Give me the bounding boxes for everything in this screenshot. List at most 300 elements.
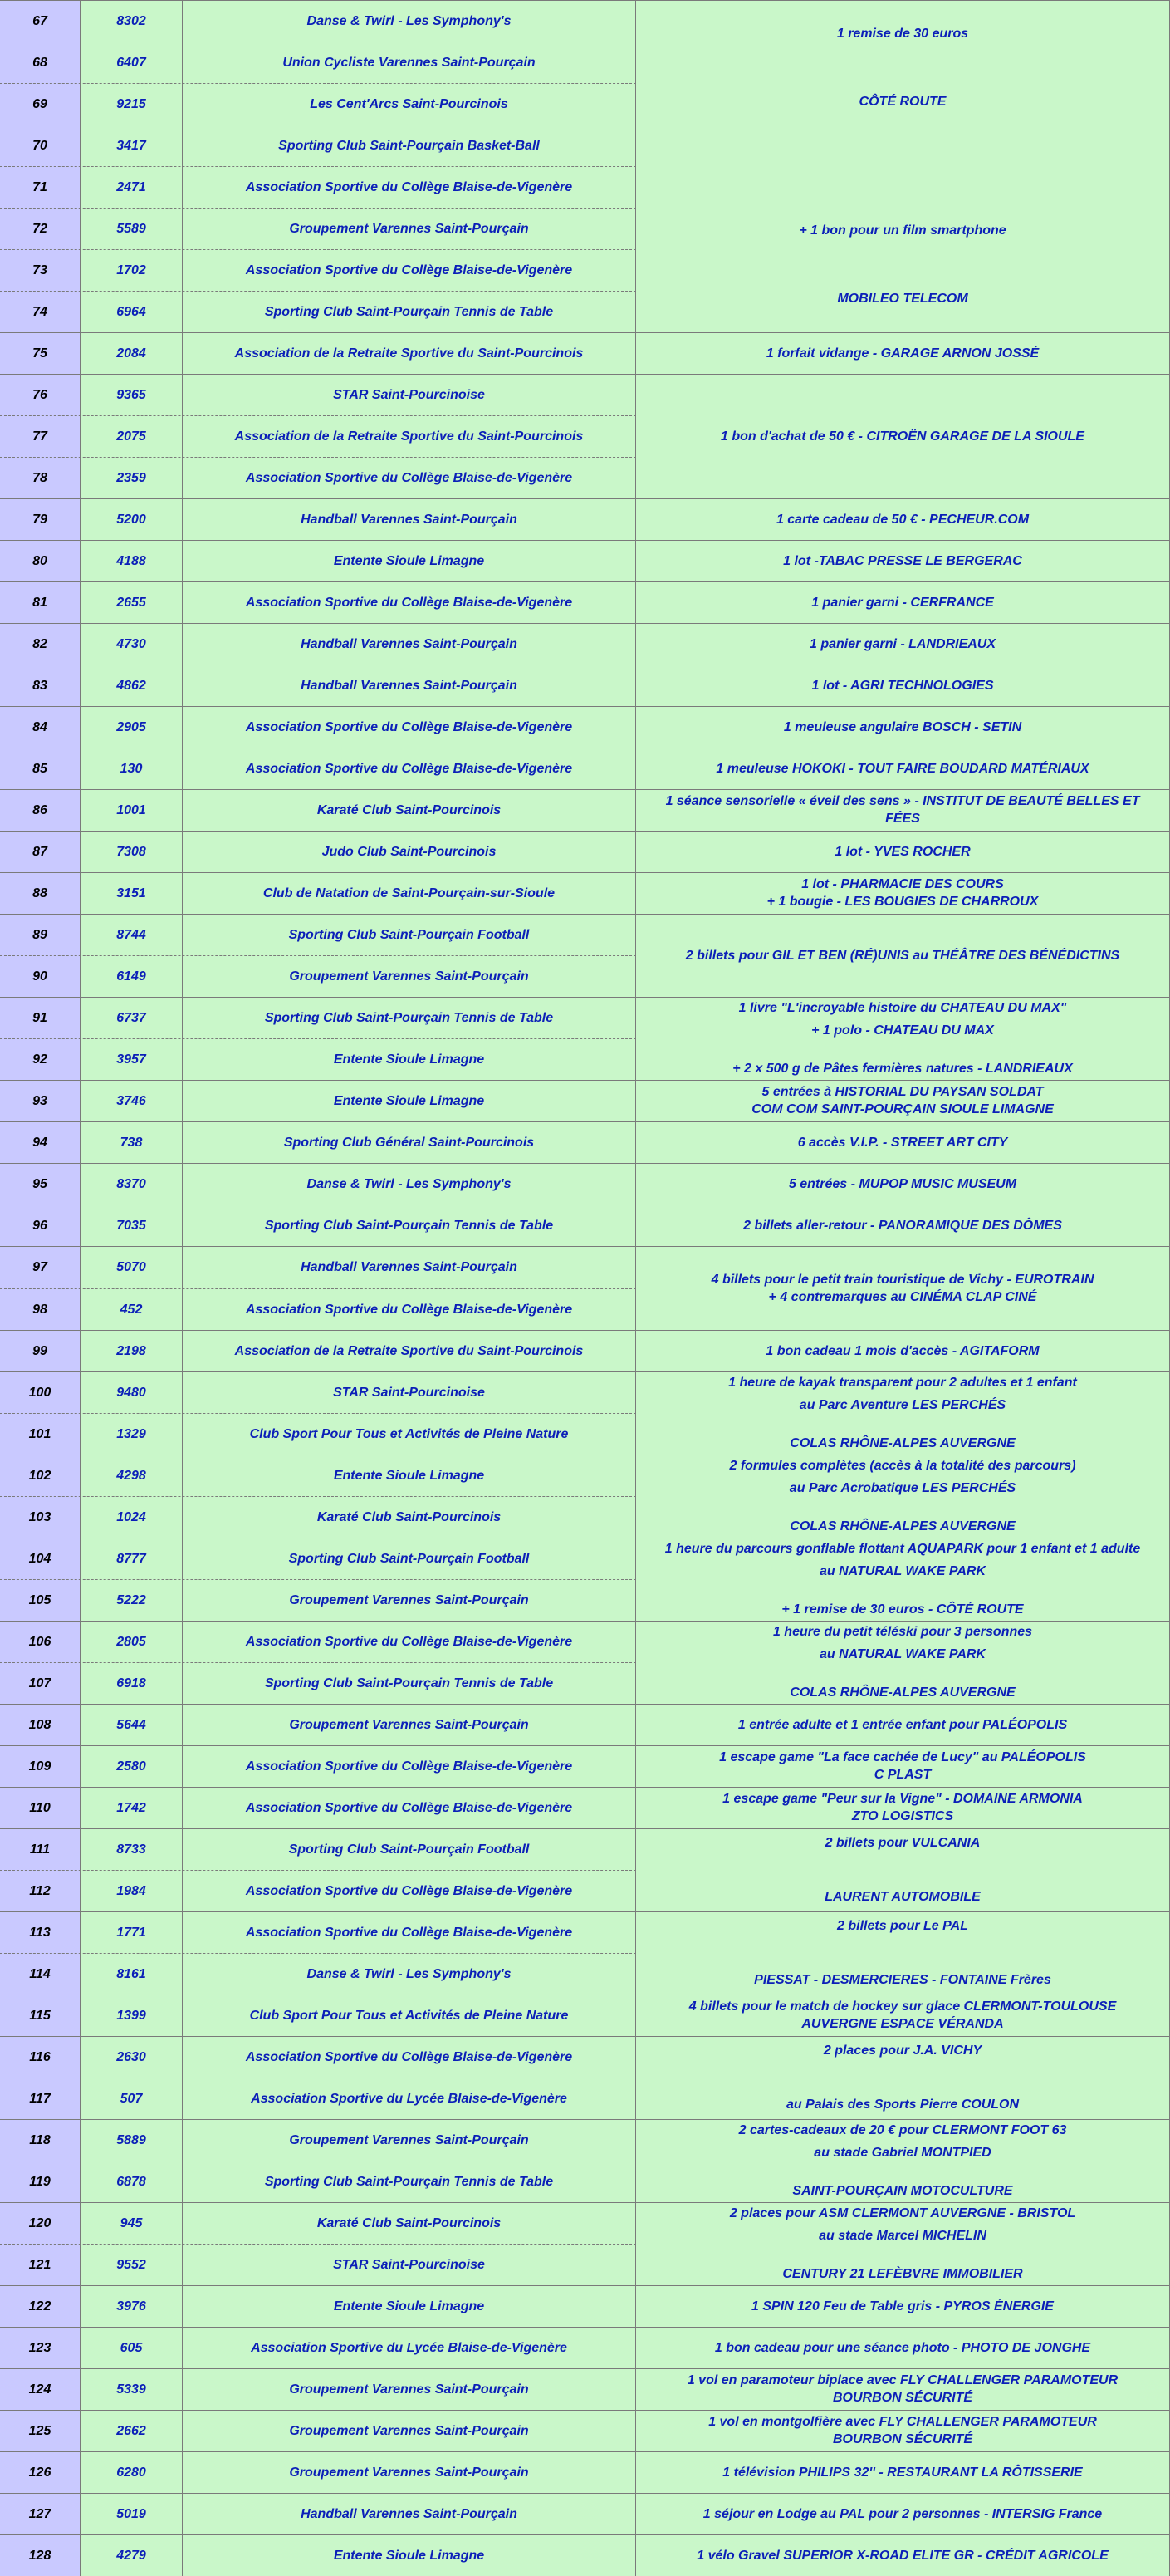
club-cell: Entente Sioule Limagne: [183, 1455, 636, 1496]
prize-cell: [636, 2285, 1170, 2327]
prize-text-block: [786, 2036, 1019, 2119]
ticket-cell: 3976: [81, 2285, 183, 2327]
prize-line: COLAS RHÔNE-ALPES AUVERGNE: [790, 1519, 1016, 1534]
group-divider: [0, 997, 1170, 998]
ticket-cell: 738: [81, 1121, 183, 1163]
prize-text-block: [715, 2327, 1090, 2368]
club-cell: Groupement Varennes Saint-Pourçain: [183, 2410, 636, 2451]
ticket-cell: 9365: [81, 374, 183, 415]
ticket-cell: 2075: [81, 415, 183, 457]
club-cell: STAR Saint-Pourcinoise: [183, 1371, 636, 1413]
rank-cell: 85: [0, 748, 81, 789]
prize-line: 2 billets pour GIL ET BEN (RÉ)UNIS au THÉÂTRE DES BÉNÉDICTINS: [685, 948, 1120, 963]
rank-cell: 88: [0, 872, 81, 914]
rank-cell: 77: [0, 415, 81, 457]
club-cell: Association Sportive du Collège Blaise-de-Vigenère: [183, 1787, 636, 1828]
club-cell: Karaté Club Saint-Pourcinois: [183, 2202, 636, 2244]
prize-line: 1 lot - AGRI TECHNOLOGIES: [811, 678, 994, 693]
rank-cell: 70: [0, 125, 81, 166]
prize-cell: [636, 1246, 1170, 1330]
prize-line: au stade Marcel MICHELIN: [819, 2228, 986, 2243]
row-divider: [0, 457, 636, 458]
prize-text-block: [721, 374, 1084, 498]
prize-cell: [636, 665, 1170, 706]
club-cell: Sporting Club Saint-Pourçain Tennis de Table: [183, 2161, 636, 2202]
club-cell: Union Cycliste Varennes Saint-Pourçain: [183, 42, 636, 83]
prize-text-block: [789, 1163, 1016, 1205]
ticket-cell: 2580: [81, 1745, 183, 1787]
rank-cell: 81: [0, 581, 81, 623]
rank-cell: 125: [0, 2410, 81, 2451]
prize-text-block: [719, 1745, 1086, 1787]
row-divider: [0, 2244, 636, 2245]
rank-cell: 91: [0, 997, 81, 1038]
club-cell: Groupement Varennes Saint-Pourçain: [183, 208, 636, 249]
prize-text-block: [784, 706, 1021, 748]
group-divider: [0, 789, 1170, 790]
prize-text-block: [689, 1995, 1116, 2036]
rank-cell: 126: [0, 2451, 81, 2493]
rank-cell: 103: [0, 1496, 81, 1538]
prize-cell: [636, 581, 1170, 623]
prize-line: 1 heure du parcours gonflable flottant AQUAPARK pour 1 enfant et 1 adulte: [664, 1541, 1141, 1556]
prize-line: SAINT-POURÇAIN MOTOCULTURE: [792, 2184, 1013, 2199]
group-divider: [0, 0, 1170, 1]
club-cell: Sporting Club Saint-Pourçain Football: [183, 1828, 636, 1870]
prize-spacer: [773, 1667, 1032, 1679]
prize-text-block: [739, 2119, 1067, 2202]
prize-cell: [636, 498, 1170, 540]
prize-cell: [636, 1330, 1170, 1371]
prize-cell: [636, 1995, 1170, 2036]
rank-cell: 116: [0, 2036, 81, 2078]
rank-cell: 114: [0, 1953, 81, 1995]
row-divider: [0, 1953, 636, 1954]
rank-cell: 73: [0, 249, 81, 291]
row-divider: [0, 415, 636, 416]
group-divider: [0, 2285, 1170, 2286]
ticket-cell: 2198: [81, 1330, 183, 1371]
club-cell: Sporting Club Saint-Pourçain Basket-Ball: [183, 125, 636, 166]
club-cell: Club Sport Pour Tous et Activités de Pleine Nature: [183, 1413, 636, 1455]
ticket-cell: 6737: [81, 997, 183, 1038]
prize-text-block: [716, 748, 1089, 789]
club-cell: Handball Varennes Saint-Pourçain: [183, 2493, 636, 2534]
rank-cell: 117: [0, 2078, 81, 2119]
rank-cell: 110: [0, 1787, 81, 1828]
ticket-cell: 2905: [81, 706, 183, 748]
club-cell: Groupement Varennes Saint-Pourçain: [183, 2368, 636, 2410]
rank-cell: 98: [0, 1288, 81, 1330]
rank-cell: 112: [0, 1870, 81, 1911]
club-cell: Association Sportive du Collège Blaise-de-Vigenère: [183, 581, 636, 623]
rank-cell: 94: [0, 1121, 81, 1163]
prize-cell: [636, 2534, 1170, 2576]
prize-line: 1 vélo Gravel SUPERIOR X-ROAD ELITE GR - CRÉDIT AGRICOLE: [697, 2548, 1109, 2563]
ticket-cell: 5589: [81, 208, 183, 249]
group-divider: [0, 2202, 1170, 2203]
prize-cell: [636, 1621, 1170, 1704]
prize-line: 1 heure de kayak transparent pour 2 adultes et 1 enfant: [728, 1375, 1077, 1390]
rank-cell: 101: [0, 1413, 81, 1455]
prize-line: 2 billets pour Le PAL: [837, 1919, 968, 1934]
prize-cell: [636, 872, 1170, 914]
prize-cell: [636, 1828, 1170, 1911]
prize-line: 1 carte cadeau de 50 € - PECHEUR.COM: [776, 512, 1030, 527]
prize-line: au stade Gabriel MONTPIED: [814, 2145, 991, 2160]
ticket-cell: 6878: [81, 2161, 183, 2202]
prize-line: 2 places pour J.A. VICHY: [823, 2044, 982, 2058]
prize-line: 1 bon d'achat de 50 € - CITROËN GARAGE DE LA SIOULE: [721, 429, 1084, 444]
prize-line: 5 entrées - MUPOP MUSIC MUSEUM: [788, 1176, 1017, 1191]
group-divider: [0, 1080, 1170, 1081]
prize-line: C PLAST: [874, 1768, 932, 1782]
prize-line: au Palais des Sports Pierre COULON: [786, 2097, 1020, 2112]
prize-line: BOURBON SÉCURITÉ: [832, 2432, 972, 2446]
prize-text-block: [776, 498, 1029, 540]
ticket-cell: 8744: [81, 914, 183, 955]
rank-cell: 95: [0, 1163, 81, 1205]
prize-text-block: [835, 831, 970, 872]
group-divider: [0, 498, 1170, 499]
club-cell: Association Sportive du Collège Blaise-de-Vigenère: [183, 748, 636, 789]
ticket-cell: 8302: [81, 0, 183, 42]
group-divider: [0, 540, 1170, 541]
prize-cell: [636, 540, 1170, 581]
group-divider: [0, 872, 1170, 873]
prize-text-block: [729, 1455, 1075, 1538]
row-divider: [0, 166, 636, 167]
ticket-cell: 2662: [81, 2410, 183, 2451]
group-divider: [0, 2119, 1170, 2120]
prize-line: 1 panier garni - CERFRANCE: [811, 595, 994, 610]
rank-cell: 122: [0, 2285, 81, 2327]
rank-cell: 128: [0, 2534, 81, 2576]
prize-line: 4 billets pour le petit train touristique de Vichy - EUROTRAIN: [711, 1272, 1094, 1287]
prize-text-block: [686, 914, 1119, 997]
rank-cell: 115: [0, 1995, 81, 2036]
club-cell: Danse & Twirl - Les Symphony's: [183, 1163, 636, 1205]
rank-cell: 123: [0, 2327, 81, 2368]
prize-text-block: [743, 1205, 1062, 1246]
ticket-cell: 6918: [81, 1662, 183, 1704]
prize-line: 2 cartes-cadeaux de 20 € pour CLERMONT FOOT 63: [738, 2122, 1067, 2137]
row-divider: [0, 1413, 636, 1414]
ticket-cell: 5889: [81, 2119, 183, 2161]
club-cell: Association Sportive du Lycée Blaise-de-Vigenère: [183, 2078, 636, 2119]
rank-cell: 69: [0, 83, 81, 125]
prize-line: COLAS RHÔNE-ALPES AUVERGNE: [790, 1685, 1016, 1700]
club-cell: Danse & Twirl - Les Symphony's: [183, 0, 636, 42]
prize-line: MOBILEO TELECOM: [837, 291, 968, 306]
club-cell: Groupement Varennes Saint-Pourçain: [183, 2451, 636, 2493]
row-divider: [0, 1288, 636, 1289]
prize-text-block: [773, 1621, 1032, 1704]
club-cell: STAR Saint-Pourcinoise: [183, 2244, 636, 2285]
rank-cell: 120: [0, 2202, 81, 2244]
prize-cell: [636, 1163, 1170, 1205]
prize-cell: [636, 1371, 1170, 1455]
prize-cell: [636, 1704, 1170, 1745]
rank-cell: 119: [0, 2161, 81, 2202]
group-divider: [0, 1121, 1170, 1122]
row-divider: [0, 955, 636, 956]
ticket-cell: 8777: [81, 1538, 183, 1579]
prize-line: 1 escape game "La face cachée de Lucy" au PALÉOPOLIS: [719, 1750, 1086, 1764]
club-cell: Judo Club Saint-Pourcinois: [183, 831, 636, 872]
prize-line: AUVERGNE ESPACE VÉRANDA: [801, 2017, 1004, 2031]
rank-cell: 105: [0, 1579, 81, 1621]
club-cell: Association Sportive du Collège Blaise-de-Vigenère: [183, 166, 636, 208]
ticket-cell: 130: [81, 748, 183, 789]
prize-line: 1 meuleuse HOKOKI - TOUT FAIRE BOUDARD MATÉRIAUX: [716, 761, 1089, 776]
rank-cell: 102: [0, 1455, 81, 1496]
prize-line: 4 billets pour le match de hockey sur glace CLERMONT-TOULOUSE: [688, 1999, 1117, 2014]
prize-line: 1 séjour en Lodge au PAL pour 2 personnes - INTERSIG France: [702, 2506, 1103, 2521]
club-cell: Entente Sioule Limagne: [183, 1080, 636, 1121]
rank-cell: 78: [0, 457, 81, 498]
row-divider: [0, 83, 636, 84]
ticket-cell: 5200: [81, 498, 183, 540]
group-divider: [0, 1330, 1170, 1331]
prize-text-block: [732, 997, 1073, 1080]
ticket-cell: 5019: [81, 2493, 183, 2534]
ticket-cell: 4862: [81, 665, 183, 706]
prize-text-block: [712, 1246, 1094, 1330]
ticket-cell: 1984: [81, 1870, 183, 1911]
prize-line: + 2 x 500 g de Pâtes fermières natures - LANDRIEAUX: [732, 1062, 1073, 1077]
prize-text-block: [666, 789, 1140, 831]
prize-cell: [636, 2451, 1170, 2493]
club-cell: Association Sportive du Collège Blaise-de-Vigenère: [183, 2036, 636, 2078]
group-divider: [0, 831, 1170, 832]
prize-cell: [636, 1787, 1170, 1828]
prize-line: 1 bon cadeau pour une séance photo - PHOTO DE JONGHE: [714, 2340, 1091, 2355]
rank-cell: 92: [0, 1038, 81, 1080]
ticket-cell: 452: [81, 1288, 183, 1330]
prize-text-block: [728, 1371, 1077, 1455]
club-cell: Association Sportive du Collège Blaise-de-Vigenère: [183, 249, 636, 291]
prize-cell: [636, 0, 1170, 332]
prize-text-block: [751, 1080, 1054, 1121]
prize-line: au Parc Aventure LES PERCHÉS: [799, 1397, 1006, 1412]
ticket-cell: 3746: [81, 1080, 183, 1121]
rank-cell: 90: [0, 955, 81, 997]
club-cell: Association Sportive du Collège Blaise-de-Vigenère: [183, 1288, 636, 1330]
club-cell: Sporting Club Saint-Pourçain Tennis de Table: [183, 291, 636, 332]
prize-line: 2 billets pour VULCANIA: [825, 1836, 981, 1851]
prize-line: 1 SPIN 120 Feu de Table gris - PYROS ÉNERGIE: [751, 2299, 1054, 2313]
ticket-cell: 1702: [81, 249, 183, 291]
group-divider: [0, 374, 1170, 375]
prize-line: 1 bon cadeau 1 mois d'accès - AGITAFORM: [766, 1343, 1040, 1358]
prize-text-block: [730, 2202, 1075, 2285]
prize-cell: [636, 2368, 1170, 2410]
ticket-cell: 8161: [81, 1953, 183, 1995]
ticket-cell: 1742: [81, 1787, 183, 1828]
prize-text-block: [754, 1911, 1051, 1995]
prize-text-block: [798, 1121, 1008, 1163]
ticket-cell: 5339: [81, 2368, 183, 2410]
ticket-cell: 1771: [81, 1911, 183, 1953]
ticket-cell: 8370: [81, 1163, 183, 1205]
ticket-cell: 7035: [81, 1205, 183, 1246]
ticket-cell: 1024: [81, 1496, 183, 1538]
rank-cell: 74: [0, 291, 81, 332]
prize-text-block: [738, 1704, 1067, 1745]
prize-line: au NATURAL WAKE PARK: [820, 1563, 986, 1578]
prize-text-block: [783, 540, 1022, 581]
ticket-cell: 6964: [81, 291, 183, 332]
ticket-cell: 2655: [81, 581, 183, 623]
rank-cell: 124: [0, 2368, 81, 2410]
prize-line: 1 télévision PHILIPS 32'' - RESTAURANT LA RÔTISSERIE: [722, 2465, 1083, 2480]
prize-cell: [636, 623, 1170, 665]
prize-spacer: [665, 1584, 1141, 1596]
group-divider: [0, 623, 1170, 624]
prize-line: + 1 bon pour un film smartphone: [799, 223, 1006, 238]
group-divider: [0, 1163, 1170, 1164]
club-cell: Sporting Club Général Saint-Pourcinois: [183, 1121, 636, 1163]
ticket-cell: 507: [81, 2078, 183, 2119]
prize-spacer: [729, 1501, 1075, 1513]
prize-line: 1 séance sensorielle « éveil des sens » - INSTITUT DE BEAUTÉ BELLES ET: [665, 794, 1140, 808]
ticket-cell: 1001: [81, 789, 183, 831]
group-divider: [0, 2493, 1170, 2494]
club-cell: Association Sportive du Collège Blaise-de-Vigenère: [183, 1621, 636, 1662]
prize-line: 1 heure du petit téléski pour 3 personnes: [772, 1624, 1033, 1639]
club-cell: Karaté Club Saint-Pourcinois: [183, 1496, 636, 1538]
ticket-cell: 2630: [81, 2036, 183, 2078]
rank-cell: 107: [0, 1662, 81, 1704]
prize-text-block: [825, 1828, 981, 1911]
prize-line: 1 lot -TABAC PRESSE LE BERGERAC: [783, 553, 1022, 568]
prize-spacer: [754, 1947, 1051, 1959]
prize-text-block: [703, 2493, 1102, 2534]
club-cell: Association Sportive du Lycée Blaise-de-Vigenère: [183, 2327, 636, 2368]
prize-line: 1 lot - PHARMACIE DES COURS: [801, 877, 1004, 891]
group-divider: [0, 1911, 1170, 1912]
prize-text-block: [812, 665, 994, 706]
prize-line: au NATURAL WAKE PARK: [819, 1646, 986, 1661]
group-divider: [0, 1371, 1170, 1372]
prize-spacer: [825, 1864, 981, 1876]
prize-cell: [636, 2410, 1170, 2451]
prize-text-block: [811, 581, 994, 623]
prize-cell: [636, 1205, 1170, 1246]
club-cell: Association Sportive du Collège Blaise-de-Vigenère: [183, 706, 636, 748]
club-cell: Sporting Club Saint-Pourçain Tennis de Table: [183, 997, 636, 1038]
prize-line: ZTO LOGISTICS: [851, 1809, 954, 1823]
prize-text-block: [665, 1538, 1141, 1621]
group-divider: [0, 1828, 1170, 1829]
club-cell: Association de la Retraite Sportive du Saint-Pourcinois: [183, 415, 636, 457]
ticket-cell: 6407: [81, 42, 183, 83]
prize-text-block: [767, 872, 1039, 914]
prize-spacer: [728, 1418, 1077, 1430]
prize-text-block: [697, 2534, 1108, 2576]
group-divider: [0, 1704, 1170, 1705]
club-cell: Les Cent'Arcs Saint-Pourcinois: [183, 83, 636, 125]
rank-cell: 80: [0, 540, 81, 581]
group-divider: [0, 2451, 1170, 2452]
ticket-cell: 9480: [81, 1371, 183, 1413]
prize-line: 1 escape game "Peur sur la Vigne" - DOMAINE ARMONIA: [722, 1792, 1083, 1806]
prize-line: + 1 remise de 30 euros - CÔTÉ ROUTE: [781, 1602, 1024, 1617]
prize-text-block: [810, 623, 996, 665]
club-cell: Sporting Club Saint-Pourçain Football: [183, 914, 636, 955]
club-cell: Handball Varennes Saint-Pourçain: [183, 665, 636, 706]
club-cell: Handball Varennes Saint-Pourçain: [183, 623, 636, 665]
prize-cell: [636, 1911, 1170, 1995]
prize-line: FÉES: [885, 812, 920, 826]
rank-cell: 87: [0, 831, 81, 872]
group-divider: [0, 332, 1170, 333]
club-cell: Association de la Retraite Sportive du Saint-Pourcinois: [183, 1330, 636, 1371]
rank-cell: 82: [0, 623, 81, 665]
prize-line: au Parc Acrobatique LES PERCHÉS: [789, 1480, 1016, 1495]
rank-cell: 71: [0, 166, 81, 208]
club-cell: Association Sportive du Collège Blaise-de-Vigenère: [183, 457, 636, 498]
rank-cell: 118: [0, 2119, 81, 2161]
prize-cell: [636, 1455, 1170, 1538]
prize-cell: [636, 2036, 1170, 2119]
ticket-cell: 2359: [81, 457, 183, 498]
prize-text-block: [751, 2285, 1054, 2327]
prize-cell: [636, 374, 1170, 498]
club-cell: Club de Natation de Saint-Pourçain-sur-Sioule: [183, 872, 636, 914]
prize-cell: [636, 789, 1170, 831]
prize-spacer: [730, 2249, 1075, 2260]
prize-line: COM COM SAINT-POURÇAIN SIOULE LIMAGNE: [751, 1102, 1054, 1116]
prize-line: 1 vol en paramoteur biplace avec FLY CHALLENGER PARAMOTEUR: [687, 2373, 1119, 2387]
prize-line: 1 lot - YVES ROCHER: [835, 844, 971, 859]
row-divider: [0, 1496, 636, 1497]
club-cell: Handball Varennes Saint-Pourçain: [183, 498, 636, 540]
ticket-cell: 945: [81, 2202, 183, 2244]
rank-cell: 79: [0, 498, 81, 540]
prize-text-block: [766, 1330, 1039, 1371]
group-divider: [0, 2327, 1170, 2328]
ticket-cell: 3957: [81, 1038, 183, 1080]
prize-line: CÔTÉ ROUTE: [859, 94, 947, 109]
prize-line: + 4 contremarques au CINÉMA CLAP CINÉ: [768, 1289, 1037, 1304]
club-cell: Sporting Club Saint-Pourçain Tennis de Table: [183, 1662, 636, 1704]
row-divider: [0, 208, 636, 209]
row-divider: [0, 1038, 636, 1039]
prize-cell: [636, 1121, 1170, 1163]
ticket-cell: 6280: [81, 2451, 183, 2493]
prize-cell: [636, 831, 1170, 872]
rank-cell: 100: [0, 1371, 81, 1413]
club-cell: Groupement Varennes Saint-Pourçain: [183, 2119, 636, 2161]
prize-cell: [636, 914, 1170, 997]
prize-text-block: [766, 332, 1039, 374]
ticket-cell: 2805: [81, 1621, 183, 1662]
prize-cell: [636, 748, 1170, 789]
prize-line: BOURBON SÉCURITÉ: [832, 2391, 972, 2405]
ticket-cell: 5222: [81, 1579, 183, 1621]
prize-line: 1 remise de 30 euros: [836, 27, 969, 42]
ticket-cell: 2471: [81, 166, 183, 208]
prize-line: 2 places pour ASM CLERMONT AUVERGNE - BRISTOL: [729, 2206, 1076, 2220]
group-divider: [0, 2534, 1170, 2535]
ticket-cell: 1329: [81, 1413, 183, 1455]
rank-cell: 89: [0, 914, 81, 955]
club-cell: Handball Varennes Saint-Pourçain: [183, 1246, 636, 1288]
rank-cell: 67: [0, 0, 81, 42]
prize-line: COLAS RHÔNE-ALPES AUVERGNE: [790, 1436, 1016, 1451]
